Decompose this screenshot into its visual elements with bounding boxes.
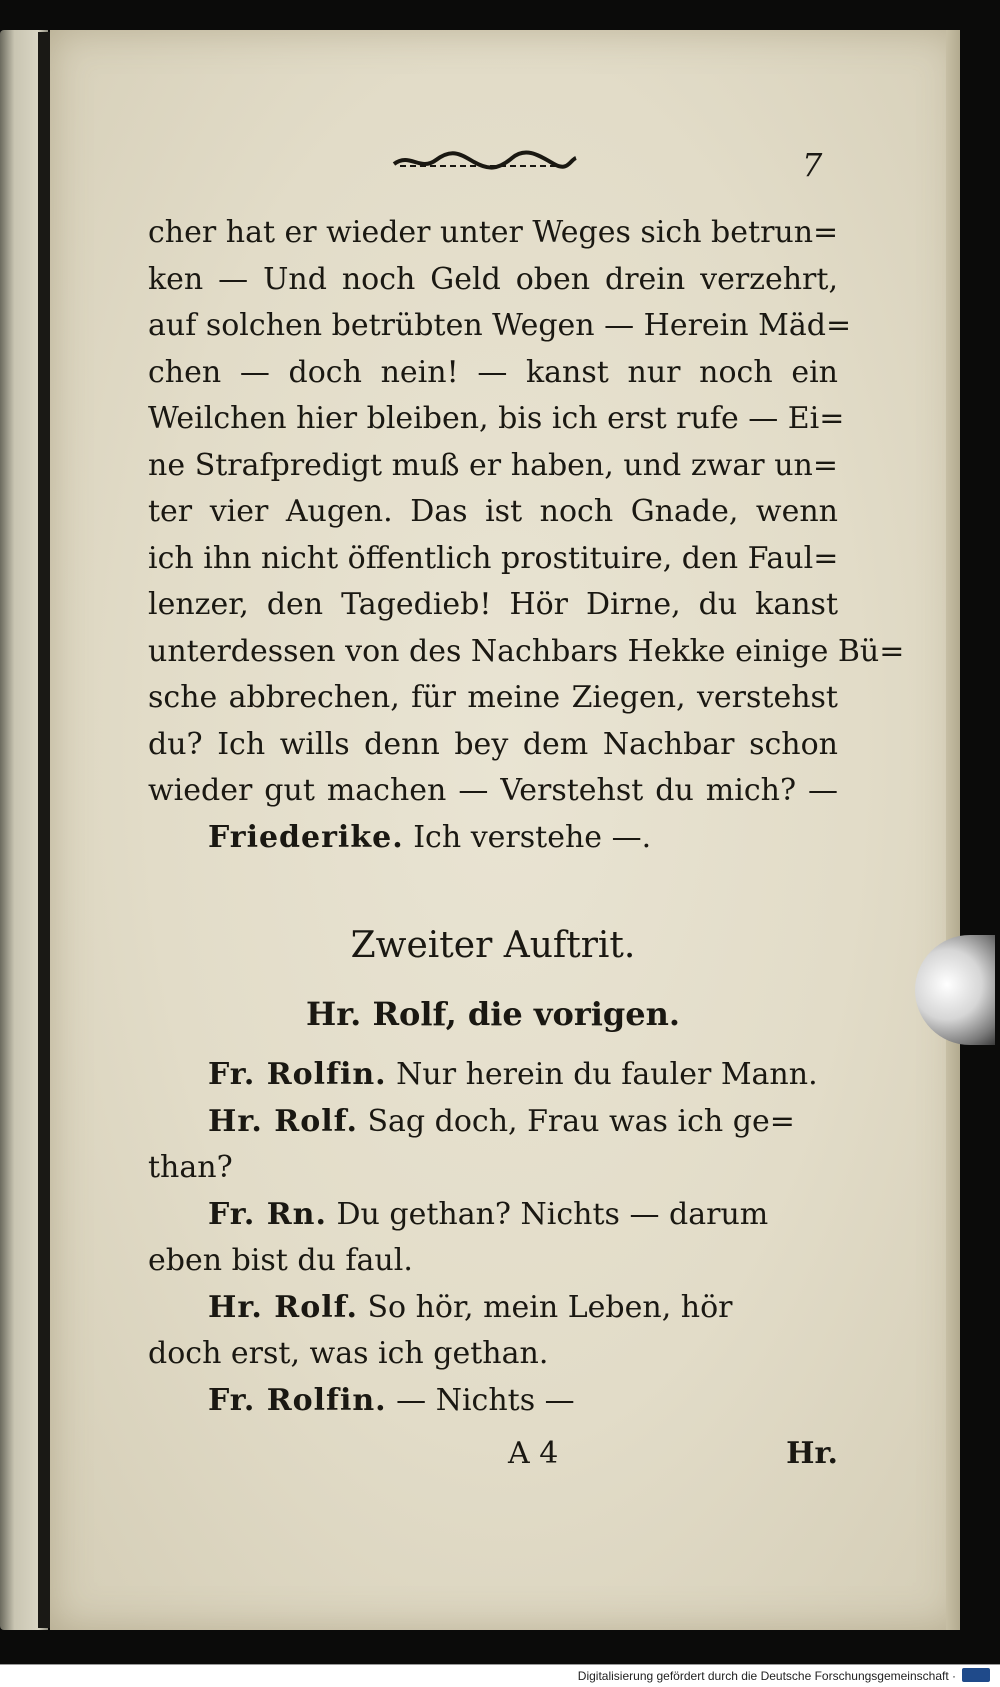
text-line: ich ihn nicht öffentlich prostituire, den Faul= — [148, 540, 839, 576]
speaker-name: Friederike. — [208, 819, 404, 855]
credit-bar — [0, 1664, 1000, 1687]
speech-continuation: doch erst, was ich gethan. — [148, 1336, 549, 1371]
cast-heading: Hr. Rolf, die vorigen. — [306, 995, 680, 1033]
speech-text: Ich verstehe —. — [413, 819, 652, 855]
text-line: lenzer, den Tagedieb! Hör Dirne, du kanst — [148, 587, 838, 622]
speaker-name: Fr. Rolfin. — [208, 1057, 387, 1092]
text-line: unterdessen von des Nachbars Hekke einige Bü= — [148, 633, 905, 669]
speech-line — [148, 1285, 838, 1332]
text-line: sche abbrechen, für meine Ziegen, verstehst — [148, 680, 838, 715]
dfg-logo-icon — [962, 1668, 990, 1682]
speech-text: — Nichts — — [396, 1382, 575, 1418]
page-number: 7 — [802, 146, 823, 184]
speech-line — [148, 815, 838, 862]
text-line: ter vier Augen. Das ist noch Gnade, wenn — [148, 494, 838, 529]
speech-text: Nur herein du fauler Mann. — [396, 1057, 818, 1092]
speaker-name: Fr. Rn. — [208, 1196, 327, 1232]
speaker-name: Hr. Rolf. — [208, 1103, 358, 1139]
scene-heading: Zweiter Auftrit. — [350, 925, 636, 966]
text-line: ken — Und noch Geld oben drein verzehrt, — [148, 261, 838, 297]
text-line: du? Ich wills denn bey dem Nachbar schon — [148, 726, 838, 762]
speech-continuation: than? — [148, 1150, 233, 1185]
speech-line — [148, 1099, 838, 1146]
speech-line — [148, 1052, 838, 1099]
page-edge — [946, 30, 960, 1630]
signature-mark: A 4 — [508, 1436, 559, 1471]
catchword: Hr. — [786, 1436, 838, 1471]
speech-text: So hör, mein Leben, hör — [367, 1289, 733, 1325]
body-text — [148, 210, 905, 861]
speech-line — [148, 1192, 838, 1239]
speech-line — [148, 1378, 838, 1425]
dialog-block — [148, 1052, 838, 1424]
text-line: Weilchen hier bleiben, bis ich erst rufe — Ei= — [148, 401, 845, 436]
credit-text: Digitalisierung gefördert durch die Deutsche Forschungsgemeinschaft · — [577, 1669, 956, 1683]
speaker-name: Hr. Rolf. — [208, 1289, 358, 1325]
text-line: ne Strafpredigt muß er haben, und zwar un= — [148, 447, 838, 483]
speaker-name: Fr. Rolfin. — [208, 1382, 387, 1418]
text-line: chen — doch nein! — kanst nur noch ein — [148, 354, 838, 390]
speech-continuation: eben bist du faul. — [148, 1243, 413, 1278]
text-line: wieder gut machen — Verstehst du mich? — — [148, 773, 838, 808]
page-footer — [148, 1436, 838, 1476]
text-line: cher hat er wieder unter Weges sich betrun= — [148, 215, 839, 250]
text-line: auf solchen betrübten Wegen — Herein Mäd= — [148, 308, 852, 343]
header-ornament — [390, 150, 580, 172]
speech-text: Sag doch, Frau was ich ge= — [367, 1103, 795, 1139]
speech-text: Du gethan? Nichts — darum — [336, 1196, 769, 1232]
